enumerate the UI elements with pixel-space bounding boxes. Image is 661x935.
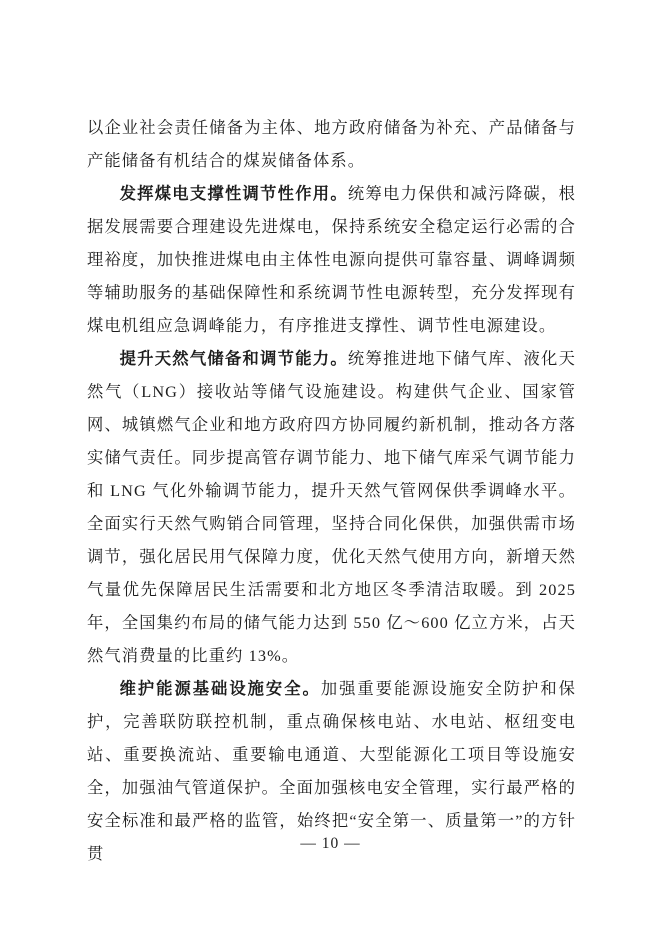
- paragraph-lead: 维护能源基础设施安全。: [119, 679, 321, 698]
- document-body: [87, 111, 576, 870]
- page-number: — 10 —: [300, 835, 361, 852]
- paragraph-coal-power-role: [87, 177, 576, 342]
- paragraph-text: 统筹推进地下储气库、液化天然气（LNG）接收站等储气设施建设。构建供气企业、国家管网、城镇燃气企业和地方政府四方协同履约新机制，推动各方落实储气责任。同步提高管存调节能力、地下储气库采气调节能力和 LNG 气化外输调节能力，提升天然气管网保供季调峰水平。全面实行天然气购销合同管理，坚持合同化保供，加强供需市场调节，强化居民用气保障力度，优化天然气使用方向，新增天然气量优先保障居民生活需要和北方地区冬季清洁取暖。到 2025 年，全国集约布局的储气能力达到 550 亿～600 亿立方米，占天然气消费量的比重约 13%。: [87, 349, 576, 665]
- paragraph-text: 统筹电力保供和减污降碳，根据发展需要合理建设先进煤电，保持系统安全稳定运行必需的合理裕度，加快推进煤电由主体性电源向提供可靠容量、调峰调频等辅助服务的基础保障性和系统调节性电源转型，充分发挥现有煤电机组应急调峰能力，有序推进支撑性、调节性电源建设。: [87, 184, 576, 335]
- paragraph-text: 以企业社会责任储备为主体、地方政府储备为补充、产品储备与产能储备有机结合的煤炭储备体系。: [87, 118, 576, 170]
- paragraph-lead: 提升天然气储备和调节能力。: [119, 349, 348, 368]
- paragraph-lead: 发挥煤电支撑性调节性作用。: [119, 184, 348, 203]
- paragraph-coal-storage-system: [87, 111, 576, 177]
- paragraph-text: 加强重要能源设施安全防护和保护，完善联防联控机制，重点确保核电站、水电站、枢纽变电站、重要换流站、重要输电通道、大型能源化工项目等设施安全，加强油气管道保护。全面加强核电安全管理，实行最严格的安全标准和最严格的监管，始终把“安全第一、质量第一”的方针贯: [87, 679, 576, 863]
- paragraph-gas-storage-capacity: [87, 342, 576, 672]
